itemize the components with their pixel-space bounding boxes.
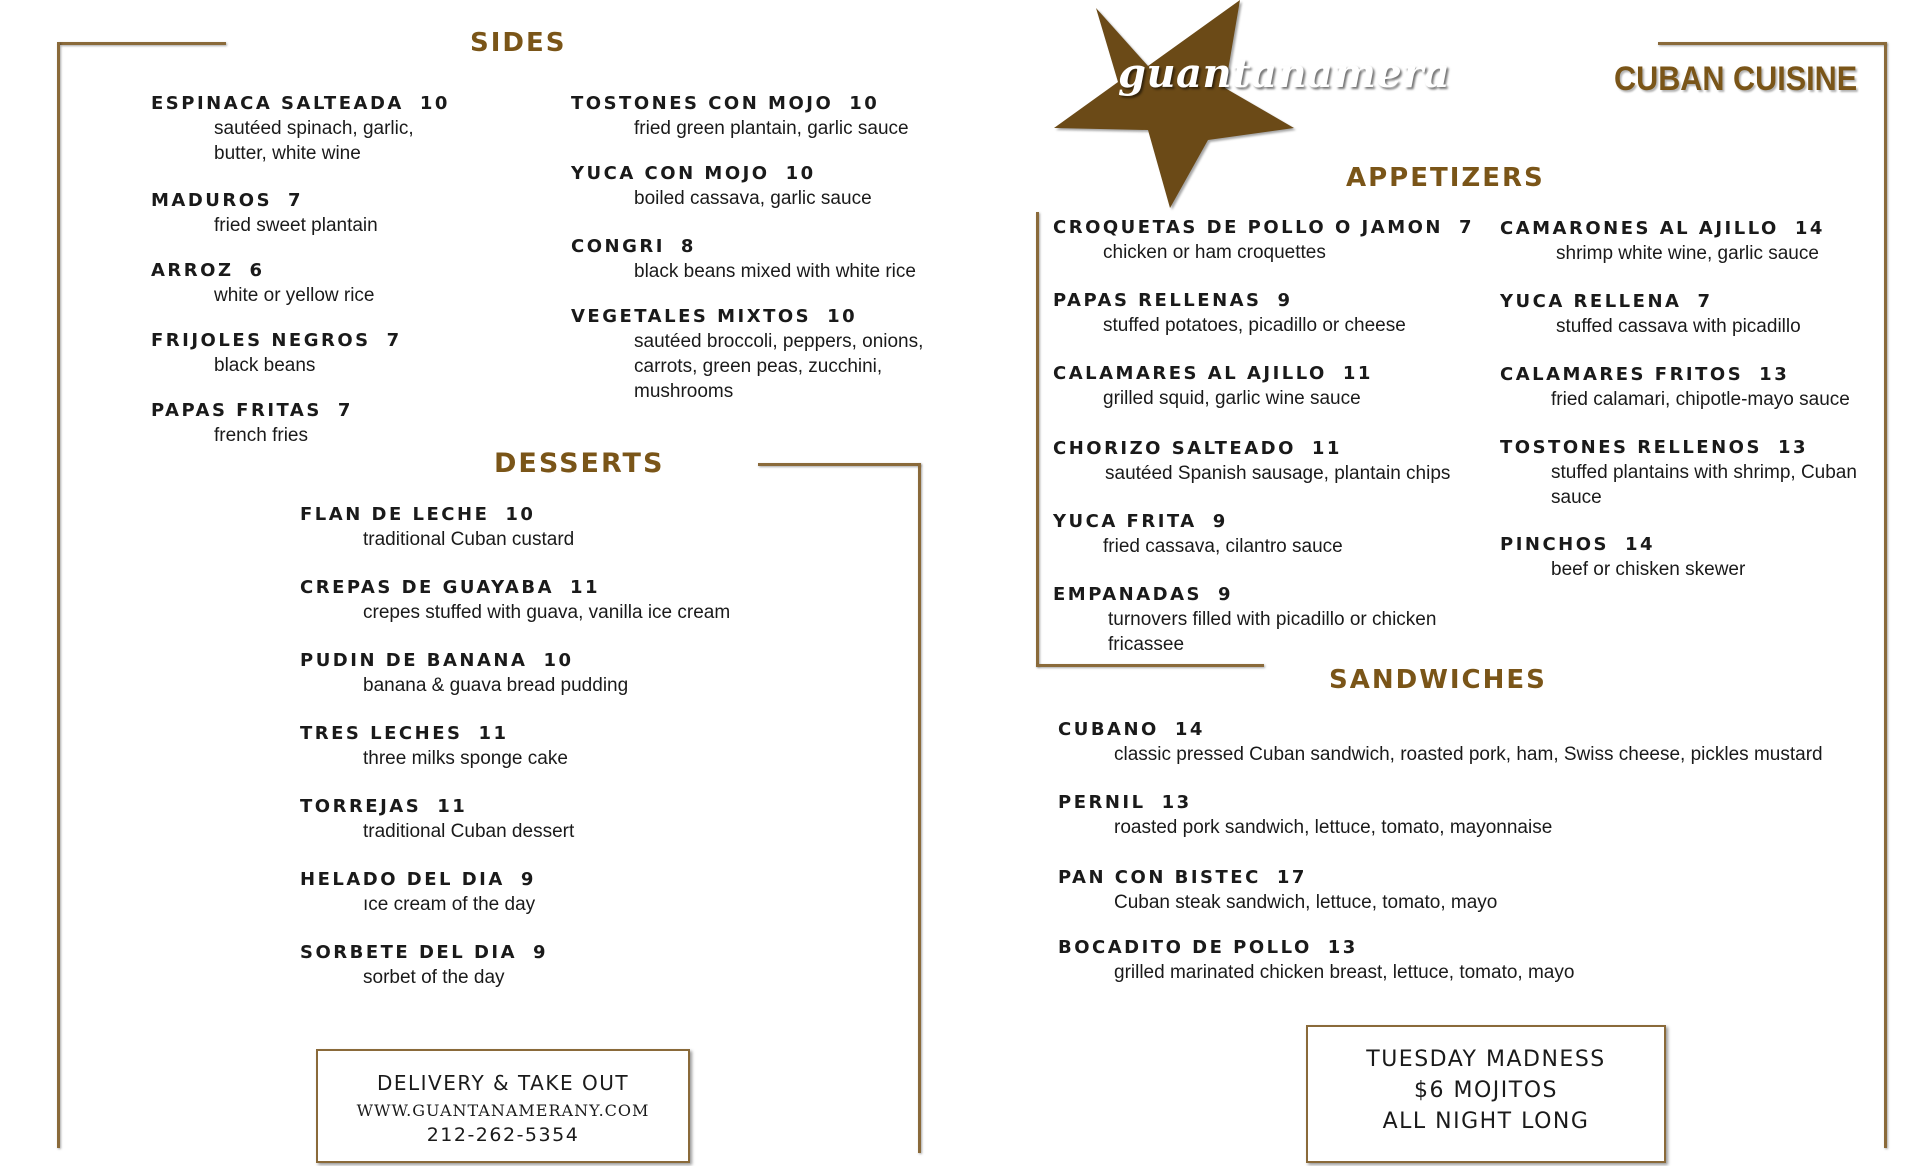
- item-price: 10: [785, 163, 816, 184]
- sides-heading: SIDES: [470, 28, 567, 58]
- promo-line-2: $6 MOJITOS: [1414, 1078, 1558, 1103]
- list-item: [1053, 363, 1373, 411]
- item-price: 6: [249, 260, 265, 281]
- item-name: BOCADITO DE POLLO: [1058, 937, 1312, 958]
- item-price: 9: [1218, 584, 1234, 605]
- tagline: CUBAN CUISINE: [1614, 60, 1858, 98]
- promo-box: [1306, 1025, 1666, 1163]
- item-name: FLAN DE LECHE: [300, 504, 490, 525]
- item-price: 7: [337, 400, 353, 421]
- item-price: 14: [1794, 218, 1825, 239]
- item-description: fried green plantain, garlic sauce: [634, 118, 909, 139]
- item-description: sautéed spinach, garlic, butter, white wine: [214, 118, 414, 164]
- item-name: PAPAS FRITAS: [151, 400, 322, 421]
- item-description: sorbet of the day: [363, 967, 505, 988]
- item-description: fried cassava, cilantro sauce: [1103, 536, 1343, 557]
- list-item: [1053, 511, 1343, 559]
- item-price: 7: [1458, 217, 1474, 238]
- list-item: [151, 330, 402, 378]
- list-item: [300, 504, 574, 552]
- delivery-box: [316, 1049, 690, 1163]
- item-description: fried sweet plantain: [214, 215, 378, 236]
- item-price: 7: [386, 330, 402, 351]
- list-item: [1058, 937, 1574, 985]
- item-price: 10: [505, 504, 536, 525]
- right-frame-top-line: [1658, 42, 1886, 45]
- phone-number[interactable]: 212-262-5354: [426, 1124, 580, 1146]
- item-name: ESPINACA SALTEADA: [151, 93, 404, 114]
- item-name: YUCA RELLENA: [1500, 291, 1682, 312]
- list-item: [571, 236, 916, 284]
- item-description: black beans: [214, 355, 316, 376]
- item-description: stuffed plantains with shrimp, Cuban sauce: [1551, 462, 1857, 508]
- list-item: [1500, 218, 1825, 266]
- item-price: 11: [1311, 438, 1342, 459]
- item-price: 8: [680, 236, 696, 257]
- item-name: TOSTONES RELLENOS: [1500, 437, 1762, 458]
- sandwiches-heading: SANDWICHES: [1329, 665, 1547, 695]
- list-item: [151, 260, 375, 308]
- promo-line-1: TUESDAY MADNESS: [1366, 1047, 1606, 1072]
- item-name: CALAMARES FRITOS: [1500, 364, 1744, 385]
- item-description: banana & guava bread pudding: [363, 675, 629, 696]
- item-price: 14: [1625, 534, 1656, 555]
- item-price: 9: [520, 869, 536, 890]
- appetizers-left-line: [1036, 212, 1039, 666]
- item-price: 9: [1212, 511, 1228, 532]
- list-item: [1053, 584, 1448, 657]
- item-price: 17: [1276, 867, 1307, 888]
- item-description: boiled cassava, garlic sauce: [634, 188, 872, 209]
- item-name: PAN CON BISTEC: [1058, 867, 1261, 888]
- item-price: 13: [1161, 792, 1192, 813]
- item-price: 13: [1777, 437, 1808, 458]
- item-price: 7: [1697, 291, 1713, 312]
- item-description: traditional Cuban dessert: [363, 821, 575, 842]
- item-name: CONGRI: [571, 236, 665, 257]
- item-description: shrimp white wine, garlic sauce: [1556, 243, 1819, 264]
- item-description: three milks sponge cake: [363, 748, 568, 769]
- item-price: 7: [288, 190, 304, 211]
- item-description: french fries: [214, 425, 308, 446]
- item-name: CREPAS DE GUAYABA: [300, 577, 555, 598]
- list-item: [1500, 437, 1871, 510]
- item-name: FRIJOLES NEGROS: [151, 330, 371, 351]
- list-item: [1058, 792, 1552, 840]
- item-price: 11: [478, 723, 509, 744]
- item-name: MADUROS: [151, 190, 273, 211]
- item-description: crepes stuffed with guava, vanilla ice cream: [363, 602, 731, 623]
- item-description: grilled marinated chicken breast, lettuce, tomato, mayo: [1114, 962, 1575, 983]
- item-description: chicken or ham croquettes: [1103, 242, 1326, 263]
- list-item: [1053, 438, 1450, 486]
- item-price: 13: [1327, 937, 1358, 958]
- item-name: CAMARONES AL AJILLO: [1500, 218, 1779, 239]
- list-item: [1058, 719, 1823, 767]
- item-price: 9: [1277, 290, 1293, 311]
- list-item: [1058, 867, 1497, 915]
- list-item: [151, 400, 353, 448]
- website-link[interactable]: WWW.GUANTANAMERANY.COM: [356, 1101, 650, 1120]
- item-name: EMPANADAS: [1053, 584, 1203, 605]
- promo-line-3: ALL NIGHT LONG: [1382, 1109, 1590, 1134]
- desserts-top-line: [758, 463, 920, 466]
- item-price: 11: [1342, 363, 1373, 384]
- item-name: TORREJAS: [300, 796, 422, 817]
- appetizers-heading: APPETIZERS: [1346, 163, 1545, 193]
- item-description: traditional Cuban custard: [363, 529, 575, 550]
- item-description: turnovers filled with picadillo or chicken fricassee: [1108, 609, 1437, 655]
- item-name: PERNIL: [1058, 792, 1146, 813]
- item-description: Cuban steak sandwich, lettuce, tomato, mayo: [1114, 892, 1498, 913]
- item-price: 14: [1174, 719, 1205, 740]
- item-description: roasted pork sandwich, lettuce, tomato, mayonnaise: [1114, 817, 1553, 838]
- item-name: TRES LECHES: [300, 723, 463, 744]
- list-item: [571, 93, 909, 141]
- item-description: stuffed cassava with picadillo: [1556, 316, 1801, 337]
- item-name: YUCA CON MOJO: [571, 163, 770, 184]
- item-name: CHORIZO SALTEADO: [1053, 438, 1296, 459]
- item-description: black beans mixed with white rice: [634, 261, 916, 282]
- list-item: [151, 190, 378, 238]
- list-item: [300, 942, 548, 990]
- item-description: ıce cream of the day: [363, 894, 536, 915]
- item-price: 13: [1759, 364, 1790, 385]
- item-name: PUDIN DE BANANA: [300, 650, 528, 671]
- delivery-title: DELIVERY & TAKE OUT: [376, 1071, 630, 1095]
- item-price: 10: [827, 306, 858, 327]
- brand-logo-text: guantanamera: [1118, 50, 1451, 97]
- item-price: 11: [570, 577, 601, 598]
- item-description: classic pressed Cuban sandwich, roasted pork, ham, Swiss cheese, pickles mustard: [1114, 744, 1823, 765]
- list-item: [300, 577, 730, 625]
- desserts-heading: DESSERTS: [494, 448, 665, 479]
- item-name: PAPAS RELLENAS: [1053, 290, 1262, 311]
- right-frame-vertical-line: [1884, 42, 1887, 1148]
- item-description: beef or chisken skewer: [1551, 559, 1746, 580]
- item-name: VEGETALES MIXTOS: [571, 306, 812, 327]
- appetizers-bottom-line: [1036, 664, 1264, 667]
- item-price: 11: [437, 796, 468, 817]
- list-item: [571, 163, 872, 211]
- item-name: ARROZ: [151, 260, 234, 281]
- item-description: stuffed potatoes, picadillo or cheese: [1103, 315, 1406, 336]
- list-item: [300, 723, 568, 771]
- list-item: [1053, 217, 1474, 265]
- left-frame-vertical-line: [57, 42, 60, 1148]
- list-item: [1500, 534, 1745, 582]
- item-name: SORBETE DEL DIA: [300, 942, 518, 963]
- item-description: sautéed Spanish sausage, plantain chips: [1105, 463, 1451, 484]
- item-name: HELADO DEL DIA: [300, 869, 505, 890]
- item-price: 10: [543, 650, 574, 671]
- item-name: TOSTONES CON MOJO: [571, 93, 834, 114]
- list-item: [300, 869, 536, 917]
- item-description: white or yellow rice: [214, 285, 375, 306]
- desserts-right-line: [918, 463, 921, 1153]
- item-name: CUBANO: [1058, 719, 1159, 740]
- list-item: [1500, 364, 1850, 412]
- left-frame-top-line: [60, 42, 226, 45]
- item-price: 10: [849, 93, 880, 114]
- list-item: [151, 93, 454, 166]
- list-item: [1500, 291, 1801, 339]
- item-description: grilled squid, garlic wine sauce: [1103, 388, 1361, 409]
- list-item: [300, 796, 574, 844]
- item-name: YUCA FRITA: [1053, 511, 1197, 532]
- item-description: fried calamari, chipotle-mayo sauce: [1551, 389, 1850, 410]
- item-name: PINCHOS: [1500, 534, 1609, 555]
- item-price: 10: [419, 93, 450, 114]
- item-name: CROQUETAS DE POLLO O JAMON: [1053, 217, 1443, 238]
- star-shape: [1054, 0, 1294, 208]
- list-item: [571, 306, 934, 404]
- list-item: [300, 650, 628, 698]
- item-description: sautéed broccoli, peppers, onions, carrots, green peas, zucchini, mushrooms: [634, 331, 924, 402]
- list-item: [1053, 290, 1406, 338]
- item-price: 9: [533, 942, 549, 963]
- item-name: CALAMARES AL AJILLO: [1053, 363, 1327, 384]
